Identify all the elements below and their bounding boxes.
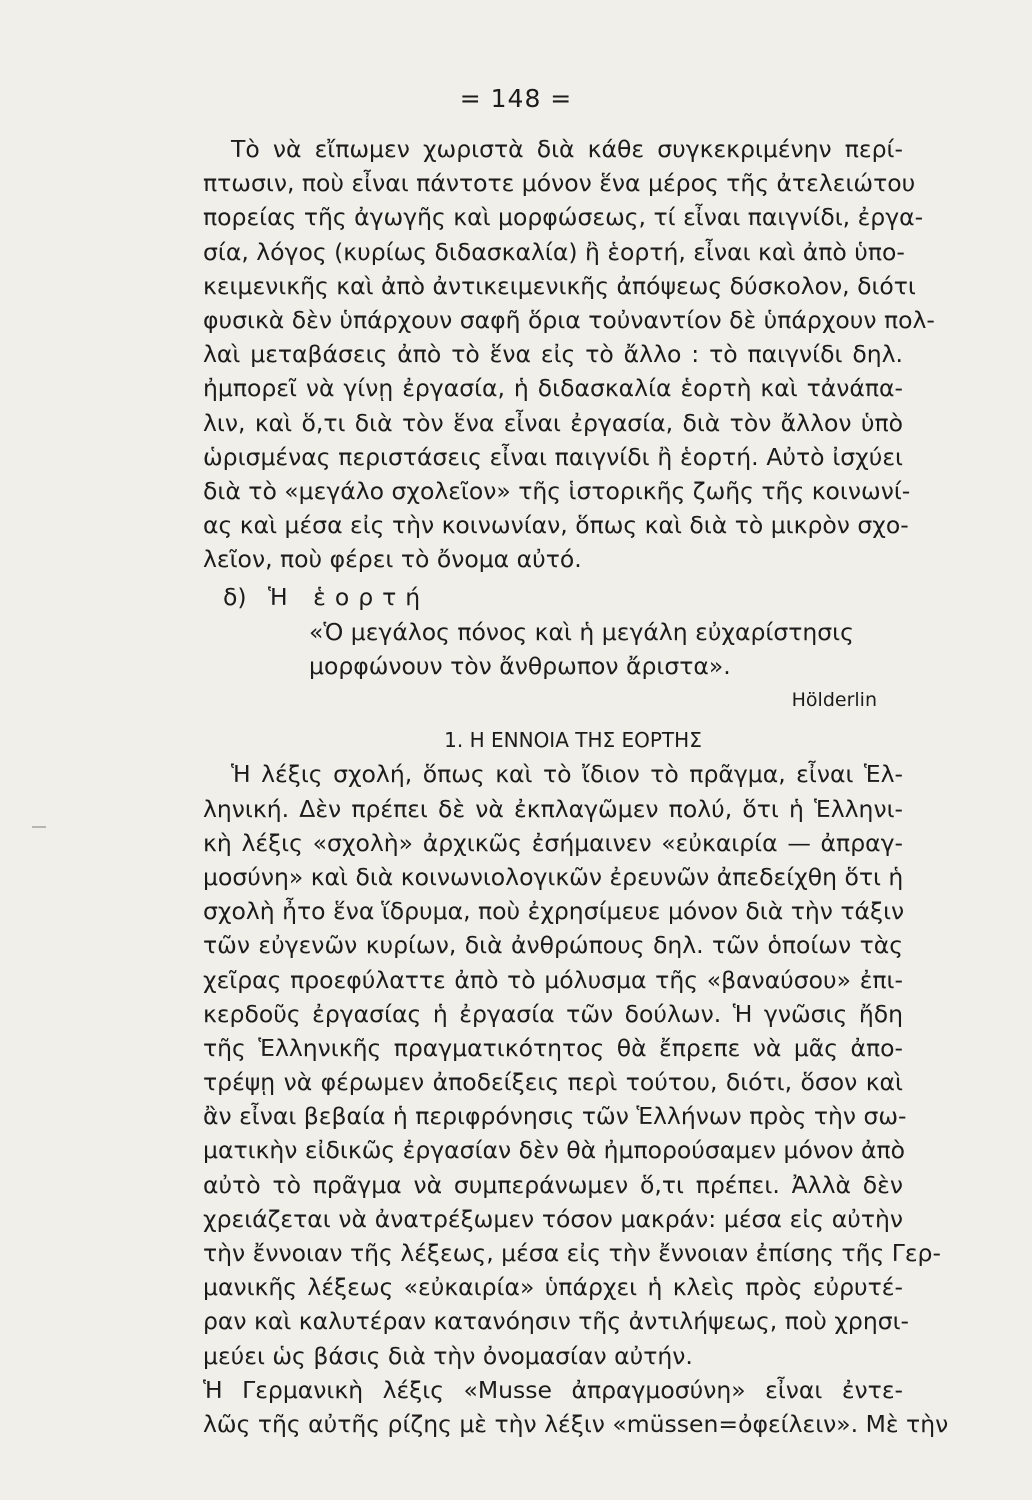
text-line: λιν, καὶ ὅ,τι διὰ τὸν ἕνα εἶναι ἐργασία, διὰ τὸν ἄλλον ὑπὸ <box>203 408 903 437</box>
section-marker: δ) <box>223 583 247 612</box>
text-line: κειμενικῆς καὶ ἀπὸ ἀντικειμενικῆς ἀπόψεως δύσκολον, διότι <box>203 271 916 300</box>
text-line: φυσικὰ δὲν ὑπάρχουν σαφῆ ὅρια τοὐναντίον δὲ ὑπάρχουν πολ- <box>203 305 935 334</box>
epigraph-author: Hölderlin <box>791 689 877 711</box>
text-line: ὡρισμένας περιστάσεις εἶναι παιγνίδι ἢ ἑορτή. Αὐτὸ ἰσχύει <box>203 442 903 471</box>
text-line: ας καὶ μέσα εἰς τὴν κοινωνίαν, ὅπως καὶ διὰ τὸ μικρὸν σχο- <box>203 511 909 540</box>
text-line: Ἡ Γερμανικὴ λέξις «Musse ἀπραγμοσύνη» εἶναι ἐντε- <box>203 1375 903 1404</box>
text-line: κὴ λέξις «σχολὴ» ἀρχικῶς ἐσήμαινεν «εὐκαιρία — ἀπραγ- <box>203 828 903 857</box>
paragraph-1 <box>203 132 935 576</box>
page-body <box>203 132 949 1441</box>
paragraph-2 <box>203 757 941 1372</box>
text-line: τῶν εὐγενῶν κυρίων, διὰ ἀνθρώπους δηλ. τῶν ὁποίων τὰς <box>203 931 903 960</box>
text-line: σχολὴ ἦτο ἕνα ἵδρυμα, ποὺ ἐχρησίμευε μόνον διὰ τὴν τάξιν <box>203 897 905 926</box>
text-line: λῶς τῆς αὐτῆς ρίζης μὲ τὴν λέξιν «müssen=ὀφείλειν». Μὲ τὴν <box>203 1409 949 1438</box>
epigraph-line: «Ὁ μεγάλος πόνος καὶ ἡ μεγάλη εὐχαρίστησις <box>309 617 854 646</box>
text-line: πτωσιν, ποὺ εἶναι πάντοτε μόνον ἕνα μέρος τῆς ἀτελειώτου <box>203 169 916 198</box>
epigraph-line: μορφώνουν τὸν ἄνθρωπον ἄριστα». <box>309 651 731 680</box>
paragraph-3 <box>203 1373 949 1441</box>
section-title: Ἡ ἑορτή <box>268 583 430 612</box>
text-line: ληνική. Δὲν πρέπει δὲ νὰ ἐκπλαγῶμεν πολύ, ὅτι ἡ Ἑλληνι- <box>203 794 903 823</box>
text-line: χεῖρας προεφύλαττε ἀπὸ τὸ μόλυσμα τῆς «βαναύσου» ἐπι- <box>203 965 903 994</box>
text-line: τὴν ἔννοιαν τῆς λέξεως, μέσα εἰς τὴν ἔννοιαν ἐπίσης τῆς Γερ- <box>203 1239 941 1267</box>
page-number: = 148 = <box>459 84 573 113</box>
epigraph <box>203 615 903 718</box>
text-line: μεύει ὡς βάσις διὰ τὴν ὀνομασίαν αὐτήν. <box>203 1341 693 1370</box>
text-line: ματικὴν εἰδικῶς ἐργασίαν δὲν θὰ ἠμπορούσαμεν μόνον ἀπὸ <box>203 1136 905 1165</box>
chapter-heading: 1. Η ΕΝΝΟΙΑ ΤΗΣ ΕΟΡΤΗΣ <box>444 728 702 753</box>
text-line: τῆς Ἑλληνικῆς πραγματικότητος θὰ ἔπρεπε νὰ μᾶς ἀπο- <box>203 1033 903 1062</box>
text-line: ἂν εἶναι βεβαία ἡ περιφρόνησις τῶν Ἑλλήνων πρὸς τὴν σω- <box>203 1102 907 1131</box>
text-line: λεῖον, ποὺ φέρει τὸ ὄνομα αὐτό. <box>203 545 582 574</box>
text-line: αὐτὸ τὸ πρᾶγμα νὰ συμπεράνωμεν ὅ,τι πρέπει. Ἀλλὰ δὲν <box>203 1170 903 1199</box>
text-line: Τὸ νὰ εἴπωμεν χωριστὰ διὰ κάθε συγκεκριμένην περί- <box>231 135 903 163</box>
text-line: λαὶ μεταβάσεις ἀπὸ τὸ ἕνα εἰς τὸ ἄλλο : τὸ παιγνίδι δηλ. <box>203 340 903 369</box>
text-line: μοσύνη» καὶ διὰ κοινωνιολογικῶν ἐρευνῶν ἀπεδείχθη ὅτι ἡ <box>203 862 904 891</box>
text-line: τρέψῃ νὰ φέρωμεν ἀποδείξεις περὶ τούτου, διότι, ὅσον καὶ <box>203 1068 903 1097</box>
text-line: πορείας τῆς ἀγωγῆς καὶ μορφώσεως, τί εἶναι παιγνίδι, ἐργα- <box>203 203 924 232</box>
text-line: Ἡ λέξις σχολή, ὅπως καὶ τὸ ἴδιον τὸ πρᾶγμα, εἶναι Ἑλ- <box>231 760 903 789</box>
section-heading <box>203 580 903 614</box>
text-line: σία, λόγος (κυρίως διδασκαλία) ἢ ἑορτή, εἶναι καὶ ἀπὸ ὑπο- <box>203 237 905 266</box>
margin-mark <box>32 826 46 828</box>
text-line: ραν καὶ καλυτέραν κατανόησιν τῆς ἀντιλήψεως, ποὺ χρησι- <box>203 1307 910 1336</box>
text-line: ἠμπορεῖ νὰ γίνῃ ἐργασία, ἡ διδασκαλία ἑορτὴ καὶ τἀνάπα- <box>203 374 903 403</box>
text-line: διὰ τὸ «μεγάλο σχολεῖον» τῆς ἱστορικῆς ζωῆς τῆς κοινωνί- <box>203 476 911 505</box>
text-line: κερδοῦς ἐργασίας ἡ ἐργασία τῶν δούλων. Ἡ γνῶσις ἤδη <box>203 999 903 1028</box>
text-line: χρειάζεται νὰ ἀνατρέξωμεν τόσον μακράν: μέσα εἰς αὐτὴν <box>203 1204 903 1233</box>
text-line: μανικῆς λέξεως «εὐκαιρία» ὑπάρχει ἡ κλεὶς πρὸς εὐρυτέ- <box>203 1273 903 1302</box>
